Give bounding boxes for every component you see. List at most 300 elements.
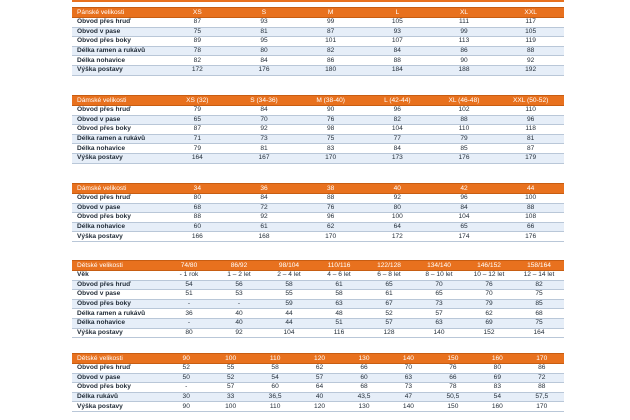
table-row	[72, 66, 564, 76]
measurement-label: Obvod přes hruď	[77, 18, 131, 26]
measurement-value: 184	[391, 66, 403, 74]
kids-age-size-table	[72, 260, 564, 338]
measurement-value: -	[185, 383, 188, 391]
measurement-value: 92	[526, 56, 535, 64]
measurement-value: 93	[260, 18, 268, 26]
measurement-value: 76	[326, 203, 335, 211]
size-column-header: 110	[269, 354, 281, 362]
measurement-value: 166	[191, 232, 203, 240]
measurement-label: Obvod přes hruď	[77, 194, 131, 202]
measurement-value: 82	[326, 47, 335, 55]
measurement-value: 85	[535, 300, 543, 308]
measurement-value: 52	[226, 373, 235, 381]
measurement-label: Obvod v pase	[77, 27, 121, 35]
measurement-value: 100	[225, 402, 237, 410]
size-column-header: 150	[447, 354, 459, 362]
table-row	[72, 194, 564, 204]
table-row	[72, 37, 564, 47]
measurement-value: 75	[535, 319, 543, 327]
measurement-value: 120	[314, 402, 326, 410]
size-column-header: 158/164	[527, 261, 551, 269]
measurement-value: 87	[526, 144, 535, 152]
measurement-value: 84	[260, 56, 268, 64]
measurement-value: 87	[326, 27, 335, 35]
measurement-value: 1 – 2 let	[227, 271, 251, 279]
measurement-value: 170	[325, 154, 337, 162]
measurement-value: 75	[535, 290, 543, 298]
measurement-value: 62	[315, 364, 324, 372]
measurement-value: 8 – 10 let	[425, 271, 453, 279]
measurement-value: 62	[326, 223, 335, 231]
measurement-value: 160	[491, 402, 503, 410]
measurement-value: 167	[258, 154, 270, 162]
measurement-value: 100	[525, 194, 537, 202]
measurement-value: -	[187, 319, 191, 327]
measurement-value: 116	[333, 328, 345, 336]
size-column-header: L	[395, 8, 400, 16]
measurement-value: 76	[485, 280, 493, 288]
measurement-value: 84	[260, 194, 268, 202]
measurement-label: Délka nohavice	[77, 223, 126, 231]
table-header-row	[72, 353, 564, 364]
size-column-header: 42	[460, 184, 468, 192]
measurement-label: Obvod přes hruď	[77, 106, 131, 114]
measurement-label: Obvod přes boky	[77, 300, 131, 308]
measurement-value: 90	[182, 402, 190, 410]
measurement-value: 63	[335, 300, 343, 308]
measurement-value: 61	[260, 223, 268, 231]
measurement-value: 60	[271, 383, 279, 391]
measurement-value: 73	[435, 300, 443, 308]
measurement-value: 79	[485, 300, 493, 308]
table-title: Dámské velikosti	[77, 96, 127, 104]
measurement-value: 174	[458, 232, 470, 240]
measurement-value: 52	[182, 364, 190, 372]
measurement-value: 80	[185, 328, 193, 336]
table-row	[72, 281, 564, 291]
measurement-value: 108	[525, 213, 537, 221]
measurement-value: 98	[326, 125, 335, 133]
measurement-value: 88	[526, 47, 535, 55]
measurement-value: 62	[485, 309, 493, 317]
measurement-value: 79	[193, 144, 201, 152]
measurement-value: 105	[391, 18, 403, 26]
measurement-value: 110	[458, 125, 470, 133]
measurement-value: 88	[193, 213, 201, 221]
measurement-value: 76	[449, 364, 457, 372]
measurement-label: Obvod přes boky	[77, 213, 131, 221]
measurement-value: 68	[535, 309, 543, 317]
measurement-label: Obvod v pase	[77, 290, 121, 298]
size-column-header: XS	[192, 8, 202, 16]
size-column-header: 38	[326, 184, 335, 192]
measurement-value: 170	[536, 402, 548, 410]
table-row	[72, 232, 564, 242]
measurement-value: 180	[325, 66, 337, 74]
table-header-row	[72, 183, 564, 194]
measurement-value: 92	[260, 213, 268, 221]
measurement-value: 50,5	[446, 393, 460, 401]
size-column-header: 134/140	[427, 261, 451, 269]
measurement-value: 92	[393, 194, 401, 202]
table-row	[72, 213, 564, 223]
measurement-value: 55	[226, 364, 235, 372]
measurement-value: 59	[285, 300, 293, 308]
measurement-value: 104	[458, 213, 470, 221]
measurement-value: 84	[393, 144, 401, 152]
table-row	[72, 125, 564, 135]
measurement-value: 140	[433, 328, 445, 336]
measurement-value: 64	[393, 223, 401, 231]
measurement-value: 150	[447, 402, 459, 410]
size-column-header: 130	[358, 354, 370, 362]
measurement-value: 104	[391, 125, 403, 133]
measurement-value: 82	[193, 56, 201, 64]
measurement-value: 113	[458, 37, 470, 45]
measurement-value: 40	[235, 309, 243, 317]
measurement-value: 80	[260, 47, 268, 55]
measurement-value: 47	[404, 393, 413, 401]
measurement-value: 81	[260, 144, 268, 152]
measurement-value: 44	[285, 309, 293, 317]
measurement-value: 50	[182, 373, 190, 381]
measurement-value: 87	[193, 18, 201, 26]
measurement-label: Výška postavy	[77, 402, 123, 410]
measurement-label: Výška postavy	[77, 66, 123, 74]
measurement-value: 101	[325, 37, 337, 45]
measurement-value: 4 – 6 let	[327, 271, 351, 279]
measurement-value: 88	[393, 56, 401, 64]
measurement-label: Obvod přes hruď	[77, 280, 131, 288]
table-row	[72, 144, 564, 154]
measurement-value: 104	[283, 328, 295, 336]
measurement-value: 176	[258, 66, 270, 74]
measurement-value: 80	[493, 364, 501, 372]
measurement-value: 164	[191, 154, 203, 162]
measurement-value: 79	[193, 106, 201, 114]
measurement-value: 152	[483, 328, 495, 336]
measurement-value: 88	[526, 203, 535, 211]
size-column-header: XXL (50-52)	[513, 96, 549, 104]
measurement-value: 99	[460, 27, 468, 35]
size-column-header: M (38-40)	[316, 96, 345, 104]
measurement-value: 89	[193, 37, 201, 45]
measurement-value: 64	[315, 383, 324, 391]
measurement-value: 57,5	[535, 393, 549, 401]
measurement-value: 176	[458, 154, 470, 162]
table-row	[72, 402, 564, 412]
measurement-value: 66	[526, 223, 535, 231]
measurement-value: 192	[525, 66, 537, 74]
size-column-header: M	[327, 8, 334, 16]
measurement-value: 118	[525, 125, 536, 133]
measurement-value: -	[187, 300, 191, 308]
measurement-value: 92	[235, 328, 243, 336]
measurement-value: 105	[525, 27, 537, 35]
measurement-value: 100	[391, 213, 403, 221]
measurement-value: 85	[460, 144, 468, 152]
measurement-value: 96	[460, 194, 468, 202]
measurement-value: 117	[525, 18, 536, 26]
measurement-value: 130	[358, 402, 370, 410]
size-column-header: 110/116	[327, 261, 351, 269]
measurement-label: Délka ramen a rukávů	[77, 135, 146, 143]
table-row	[72, 393, 564, 403]
measurement-value: 96	[326, 213, 335, 221]
measurement-value: 92	[260, 125, 268, 133]
measurement-value: 57	[226, 383, 235, 391]
measurement-value: 111	[458, 18, 469, 26]
table-row	[72, 223, 564, 233]
measurement-label: Obvod v pase	[77, 115, 121, 123]
size-column-header: 170	[536, 354, 548, 362]
measurement-value: 72	[538, 373, 546, 381]
table-row	[72, 329, 564, 339]
measurement-value: 58	[335, 290, 343, 298]
measurement-value: 119	[525, 37, 536, 45]
measurement-label: Délka ramen a rukávů	[77, 47, 146, 55]
measurement-value: - 1 rok	[179, 271, 199, 279]
measurement-label: Délka nohavice	[77, 56, 126, 64]
size-column-header: S	[261, 8, 267, 16]
measurement-value: 65	[460, 223, 468, 231]
table-title: Dětské velikosti	[77, 261, 123, 269]
measurement-value: 107	[391, 37, 403, 45]
measurement-value: 53	[235, 290, 243, 298]
size-column-header: XL (46-48)	[448, 96, 480, 104]
measurement-value: 51	[335, 319, 343, 327]
measurement-value: 81	[260, 27, 268, 35]
measurement-value: 81	[526, 135, 535, 143]
measurement-value: 66	[360, 364, 368, 372]
table-row	[72, 300, 564, 310]
measurement-value: 70	[485, 290, 493, 298]
measurement-value: 61	[335, 280, 343, 288]
measurement-value: 99	[326, 18, 335, 26]
measurement-value: 82	[393, 115, 401, 123]
size-column-header: 160	[491, 354, 503, 362]
measurement-value: 40	[315, 393, 324, 401]
measurement-value: 56	[235, 280, 243, 288]
measurement-value: 87	[193, 125, 201, 133]
measurement-label: Výška postavy	[77, 328, 123, 336]
measurement-value: 68	[193, 203, 201, 211]
measurement-label: Obvod v pase	[77, 203, 121, 211]
size-column-header: S (34-36)	[250, 96, 278, 104]
table-row	[72, 106, 564, 116]
measurement-value: 77	[393, 135, 401, 143]
size-column-header: 98/104	[278, 261, 300, 269]
measurement-value: 72	[260, 203, 268, 211]
womens-letter-size-table	[72, 95, 564, 164]
measurement-value: 65	[385, 280, 393, 288]
measurement-value: 188	[458, 66, 470, 74]
measurement-value: 84	[460, 203, 468, 211]
measurement-label: Obvod přes boky	[77, 37, 131, 45]
measurement-value: 60	[193, 223, 201, 231]
measurement-label: Obvod v pase	[77, 373, 121, 381]
measurement-value: 63	[435, 319, 443, 327]
table-header-row	[72, 95, 564, 106]
measurement-value: 80	[193, 194, 201, 202]
table-row	[72, 56, 564, 66]
measurement-value: 43,5	[357, 393, 371, 401]
table-row	[72, 309, 564, 319]
measurement-value: 69	[485, 319, 493, 327]
measurement-value: 110	[269, 402, 281, 410]
measurement-label: Délka nohavice	[77, 144, 126, 152]
measurement-value: -	[237, 300, 241, 308]
measurement-value: 40	[235, 319, 243, 327]
measurement-value: 60	[360, 373, 368, 381]
measurement-value: 110	[525, 106, 536, 114]
size-column-header: 74/80	[180, 261, 198, 269]
measurement-value: 10 – 12 let	[473, 271, 505, 279]
table-row	[72, 204, 564, 214]
measurement-value: 57	[315, 373, 324, 381]
measurement-value: 55	[285, 290, 293, 298]
table-header-row	[72, 260, 564, 271]
size-column-header: 140	[402, 354, 414, 362]
measurement-value: 65	[193, 115, 201, 123]
measurement-value: 95	[260, 37, 268, 45]
size-column-header: 40	[393, 184, 401, 192]
table-row	[72, 383, 564, 393]
measurement-value: 86	[460, 47, 468, 55]
measurement-value: 70	[435, 280, 443, 288]
size-column-header: L (42-44)	[384, 96, 411, 104]
top-accent-bar	[72, 0, 564, 2]
measurement-value: 172	[191, 66, 203, 74]
measurement-value: 75	[193, 27, 201, 35]
measurement-value: 36	[185, 309, 193, 317]
measurement-value: 168	[258, 232, 270, 240]
table-row	[72, 28, 564, 38]
mens-size-table	[72, 7, 564, 76]
measurement-value: 90	[326, 106, 335, 114]
measurement-value: 86	[538, 364, 546, 372]
measurement-value: 68	[360, 383, 368, 391]
measurement-value: 90	[460, 56, 468, 64]
table-row	[72, 374, 564, 384]
measurement-value: 57	[435, 309, 443, 317]
measurement-value: 70	[260, 115, 268, 123]
measurement-value: 78	[193, 47, 201, 55]
measurement-value: 33	[226, 393, 235, 401]
measurement-label: Věk	[77, 271, 89, 279]
measurement-value: 54	[271, 373, 279, 381]
measurement-value: 84	[260, 106, 268, 114]
measurement-value: 36,5	[268, 393, 282, 401]
measurement-value: 93	[393, 27, 401, 35]
measurement-value: 67	[385, 300, 393, 308]
measurement-value: 102	[458, 106, 470, 114]
size-column-header: 146/152	[477, 261, 501, 269]
size-column-header: 34	[193, 184, 201, 192]
size-column-header: 120	[314, 354, 326, 362]
measurement-value: 88	[538, 383, 546, 391]
measurement-value: 84	[393, 47, 401, 55]
measurement-value: 2 – 4 let	[277, 271, 301, 279]
measurement-value: 128	[383, 328, 395, 336]
measurement-value: 140	[402, 402, 414, 410]
measurement-value: 48	[335, 309, 343, 317]
measurement-label: Obvod přes hruď	[77, 364, 131, 372]
measurement-label: Délka ramen a rukávů	[77, 309, 146, 317]
size-column-header: XL	[459, 8, 469, 16]
measurement-value: 96	[526, 115, 535, 123]
measurement-value: 82	[535, 280, 543, 288]
table-title: Dámské velikosti	[77, 184, 127, 192]
measurement-label: Obvod přes boky	[77, 383, 131, 391]
measurement-value: 58	[285, 280, 293, 288]
measurement-value: 63	[404, 373, 413, 381]
measurement-value: 96	[393, 106, 401, 114]
table-row	[72, 18, 564, 28]
measurement-value: 71	[193, 135, 201, 143]
measurement-value: 179	[525, 154, 537, 162]
measurement-value: 70	[404, 364, 413, 372]
size-column-header: 90	[182, 354, 190, 362]
measurement-value: 86	[326, 56, 335, 64]
table-row	[72, 154, 564, 164]
table-row	[72, 135, 564, 145]
womens-number-size-table	[72, 183, 564, 242]
table-row	[72, 319, 564, 329]
measurement-value: 80	[393, 203, 401, 211]
measurement-value: 54	[185, 280, 193, 288]
size-column-header: 122/128	[377, 261, 401, 269]
measurement-value: 52	[385, 309, 393, 317]
size-column-header: XS (32)	[186, 96, 209, 104]
measurement-value: 51	[185, 290, 193, 298]
measurement-value: 83	[326, 144, 335, 152]
measurement-label: Délka rukávů	[77, 393, 119, 401]
size-column-header: 86/92	[230, 261, 248, 269]
measurement-value: 12 – 14 let	[523, 271, 555, 279]
table-row	[72, 47, 564, 57]
measurement-value: 83	[493, 383, 501, 391]
table-title: Dětské velikosti	[77, 354, 123, 362]
table-row	[72, 364, 564, 374]
table-title: Pánské velikosti	[77, 8, 125, 16]
measurement-value: 176	[525, 232, 537, 240]
measurement-value: 88	[326, 194, 335, 202]
measurement-value: 65	[435, 290, 443, 298]
measurement-value: 44	[285, 319, 293, 327]
size-column-header: XXL	[524, 8, 537, 16]
measurement-value: 172	[391, 232, 403, 240]
kids-height-size-table	[72, 353, 564, 412]
measurement-value: 88	[460, 115, 468, 123]
measurement-value: 75	[326, 135, 335, 143]
measurement-label: Délka nohavice	[77, 319, 126, 327]
measurement-value: 78	[449, 383, 457, 391]
measurement-value: 57	[385, 319, 393, 327]
measurement-label: Obvod přes boky	[77, 125, 131, 133]
measurement-label: Výška postavy	[77, 154, 123, 162]
measurement-value: 61	[385, 290, 393, 298]
measurement-value: 173	[391, 154, 403, 162]
table-row	[72, 271, 564, 281]
measurement-value: 73	[260, 135, 268, 143]
measurement-value: 69	[493, 373, 501, 381]
table-header-row	[72, 7, 564, 18]
measurement-value: 6 – 8 let	[377, 271, 401, 279]
measurement-label: Výška postavy	[77, 232, 123, 240]
size-column-header: 36	[260, 184, 268, 192]
measurement-value: 79	[460, 135, 468, 143]
